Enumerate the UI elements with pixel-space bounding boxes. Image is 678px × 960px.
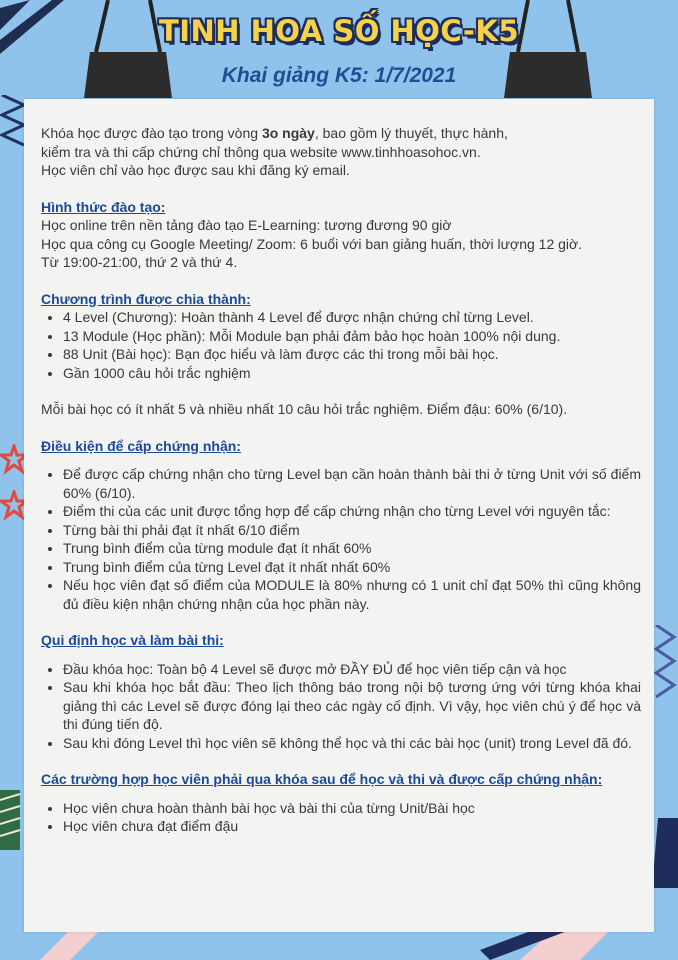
- list-item: • Nếu học viên đạt số điểm của MODULE là 80% nhưng có 1 unit chỉ đạt 50% thì cũng không đủ điều kiện nhận chứng nhận của học phần này.: [63, 576, 641, 613]
- list-item: • Trung bình điểm của từng module đạt ít nhất 60%: [63, 539, 641, 558]
- navy-shape-icon: [652, 818, 678, 888]
- training-line: Học qua công cụ Google Meeting/ Zoom: 6 buổi với ban giảng huấn, thời lượng 12 giờ.: [41, 235, 583, 252]
- retake-heading: Các trường hợp học viên phải qua khóa sau để học và thi và được cấp chứng nhận:: [41, 771, 603, 787]
- content-body: [41, 124, 641, 836]
- retake-list: [41, 799, 641, 836]
- list-item: • Đầu khóa học: Toàn bộ 4 Level sẽ được mở ĐẦY ĐỦ để học viên tiếp cận và học: [63, 660, 641, 679]
- training-line: Học online trên nền tảng đào tạo E-Learning: tương đương 90 giờ: [41, 217, 452, 233]
- certification-heading: Điều kiện để cấp chứng nhận:: [41, 437, 241, 454]
- list-item: • Từng bài thi phải đạt ít nhất 6/10 điểm: [63, 521, 641, 540]
- list-item: • 4 Level (Chương): Hoàn thành 4 Level để được nhận chứng chỉ từng Level.: [63, 308, 641, 327]
- intro-line-3: Học viên chỉ vào học được sau khi đăng ký email.: [41, 162, 350, 178]
- training-heading: Hình thức đào tạo:: [41, 198, 166, 215]
- list-item: • Sau khi đóng Level thì học viên sẽ không thể học và thi các bài học (unit) trong Level đã đó.: [63, 734, 641, 753]
- list-item: • Trung bình điểm của từng Level đạt ít nhất nhất 60%: [63, 558, 641, 577]
- program-list: [41, 308, 641, 382]
- squiggle-right-icon: [652, 625, 678, 705]
- program-heading: Chương trình được chia thành:: [41, 290, 251, 307]
- rules-list: [41, 660, 641, 753]
- intro-line-2: kiểm tra và thi cấp chứng chỉ thông qua website www.tinhhoasohoc.vn.: [41, 143, 481, 160]
- duration-highlight: 3o ngày: [261, 125, 315, 141]
- list-item: • Gần 1000 câu hỏi trắc nghiệm: [63, 364, 641, 383]
- list-item: • Điểm thi của các unit được tổng hợp để cấp chứng nhận cho từng Level với nguyên tắc:: [63, 502, 641, 521]
- certification-list: [41, 465, 641, 613]
- list-item: • Học viên chưa đạt điểm đậu: [63, 817, 641, 836]
- list-item: • Để được cấp chứng nhận cho từng Level bạn cần hoàn thành bài thi ở từng Unit với số điểm 60% (6/10).: [63, 465, 641, 502]
- training-line: Từ 19:00-21:00, thứ 2 và thứ 4.: [41, 254, 238, 270]
- list-item: • 13 Module (Học phần): Mỗi Module bạn phải đảm bảo học hoàn 100% nội dung.: [63, 327, 641, 346]
- intro-line-1: Khóa học được đào tạo trong vòng 3o ngày, bao gồm lý thuyết, thực hành,: [41, 125, 508, 141]
- list-item: • Học viên chưa hoàn thành bài học và bài thi của từng Unit/Bài học: [63, 799, 641, 818]
- page-title: TINH HOA SỐ HỌC-K5: [158, 14, 520, 48]
- list-item: • Sau khi khóa học bắt đầu: Theo lịch thông báo trong nội bộ tương ứng với từng khóa khai giảng thì các Level sẽ được đóng lại theo các ngày cố định. Vì vậy, học viên chú ý để học và thi đúng tiến độ.: [63, 678, 641, 734]
- program-note: Mỗi bài học có ít nhất 5 và nhiều nhất 10 câu hỏi trắc nghiệm. Điểm đậu: 60% (6/10).: [41, 401, 568, 417]
- list-item: • 88 Unit (Bài học): Bạn đọc hiểu và làm được các thi trong mỗi bài học.: [63, 345, 641, 364]
- rules-heading: Qui định học và làm bài thi:: [41, 632, 224, 648]
- striped-shape-icon: [0, 790, 26, 850]
- page-subtitle: Khai giảng K5: 1/7/2021: [221, 64, 457, 87]
